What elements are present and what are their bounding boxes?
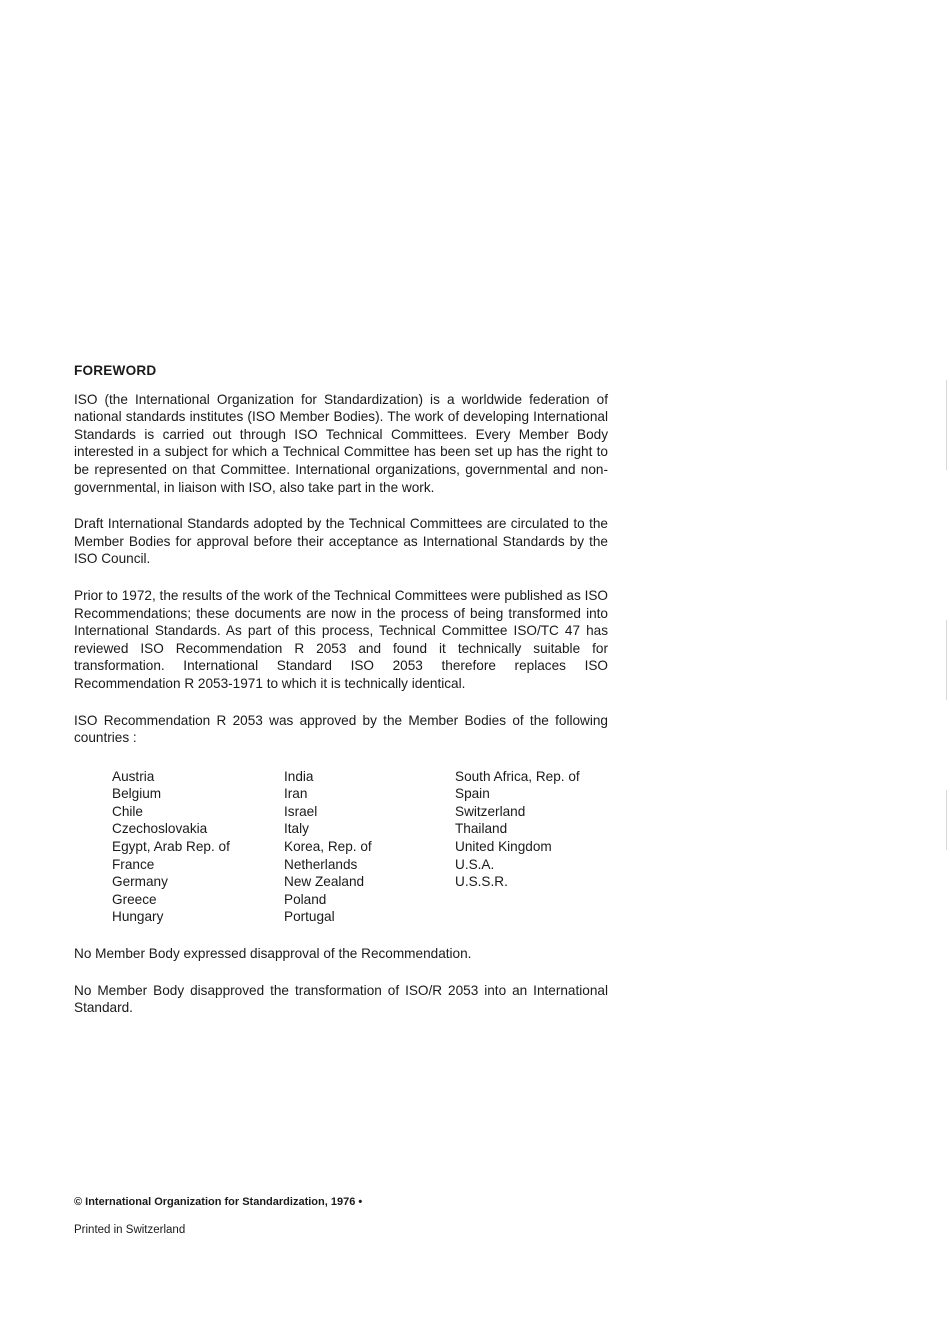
paragraph: Prior to 1972, the results of the work of the Technical Committees were published as ISO Recommendations; these documents are now in the process of being transformed into International Standards. As part of this process, Technical Committee ISO/TC 47 has reviewed ISO Recommendation R 2053 and found it technically suitable for transformation. International Standard ISO 2053 therefore replaces ISO Recommendation R 2053-1971 to which it is technically identical. bbox=[74, 587, 608, 691]
country-item: India bbox=[284, 768, 314, 784]
country-item: U.S.A. bbox=[455, 856, 495, 872]
country-item: Egypt, Arab Rep. of bbox=[112, 839, 230, 855]
country-item: Poland bbox=[284, 891, 327, 907]
country-item: New Zealand bbox=[284, 874, 365, 890]
country-column bbox=[112, 768, 284, 926]
country-item: South Africa, Rep. of bbox=[455, 768, 580, 784]
country-item: Israel bbox=[284, 803, 318, 819]
country-item: Belgium bbox=[112, 786, 162, 802]
country-item: Austria bbox=[112, 768, 155, 784]
country-item: Greece bbox=[112, 891, 157, 907]
country-item: United Kingdom bbox=[455, 839, 552, 855]
copyright-notice: © International Organization for Standardization, 1976 • bbox=[74, 1196, 363, 1208]
printed-location: Printed in Switzerland bbox=[74, 1224, 186, 1236]
paragraph: Draft International Standards adopted by the Technical Committees are circulated to the Member Bodies for approval before their acceptance as International Standards by the ISO Council. bbox=[74, 516, 608, 567]
country-item: Switzerland bbox=[455, 803, 526, 819]
section-heading: FOREWORD bbox=[74, 363, 157, 378]
country-item: Netherlands bbox=[284, 856, 358, 872]
paragraph: No Member Body disapproved the transformation of ISO/R 2053 into an International Standard. bbox=[74, 982, 608, 1016]
scan-margin-line bbox=[946, 790, 947, 850]
country-item: Hungary bbox=[112, 909, 164, 925]
country-item: Spain bbox=[455, 786, 490, 802]
scan-margin-line bbox=[946, 620, 947, 700]
country-item: Chile bbox=[112, 803, 143, 819]
foreword-section bbox=[74, 362, 608, 1036]
country-item: France bbox=[112, 856, 155, 872]
country-item: Thailand bbox=[455, 821, 508, 837]
country-item: Czechoslovakia bbox=[112, 821, 208, 837]
paragraph: ISO Recommendation R 2053 was approved by the Member Bodies of the following countries : bbox=[74, 712, 608, 746]
country-item: Italy bbox=[284, 821, 309, 837]
scan-margin-line bbox=[946, 380, 947, 470]
paragraph: No Member Body expressed disapproval of the Recommendation. bbox=[74, 946, 472, 962]
paragraph: ISO (the International Organization for Standardization) is a worldwide federation of national standards institutes (ISO Member Bodies). The work of developing International Standards is carried out through ISO Technical Committees. Every Member Body interested in a subject for which a Technical Committee has been set up has the right to be represented on that Committee. International organizations, governmental and non-governmental, in liaison with ISO, also take part in the work. bbox=[74, 391, 608, 495]
country-item: U.S.S.R. bbox=[455, 874, 508, 890]
country-item: Germany bbox=[112, 874, 168, 890]
country-list bbox=[112, 768, 608, 926]
country-item: Korea, Rep. of bbox=[284, 839, 372, 855]
country-item: Portugal bbox=[284, 909, 335, 925]
country-column bbox=[455, 768, 608, 926]
country-item: Iran bbox=[284, 786, 308, 802]
country-column bbox=[284, 768, 455, 926]
